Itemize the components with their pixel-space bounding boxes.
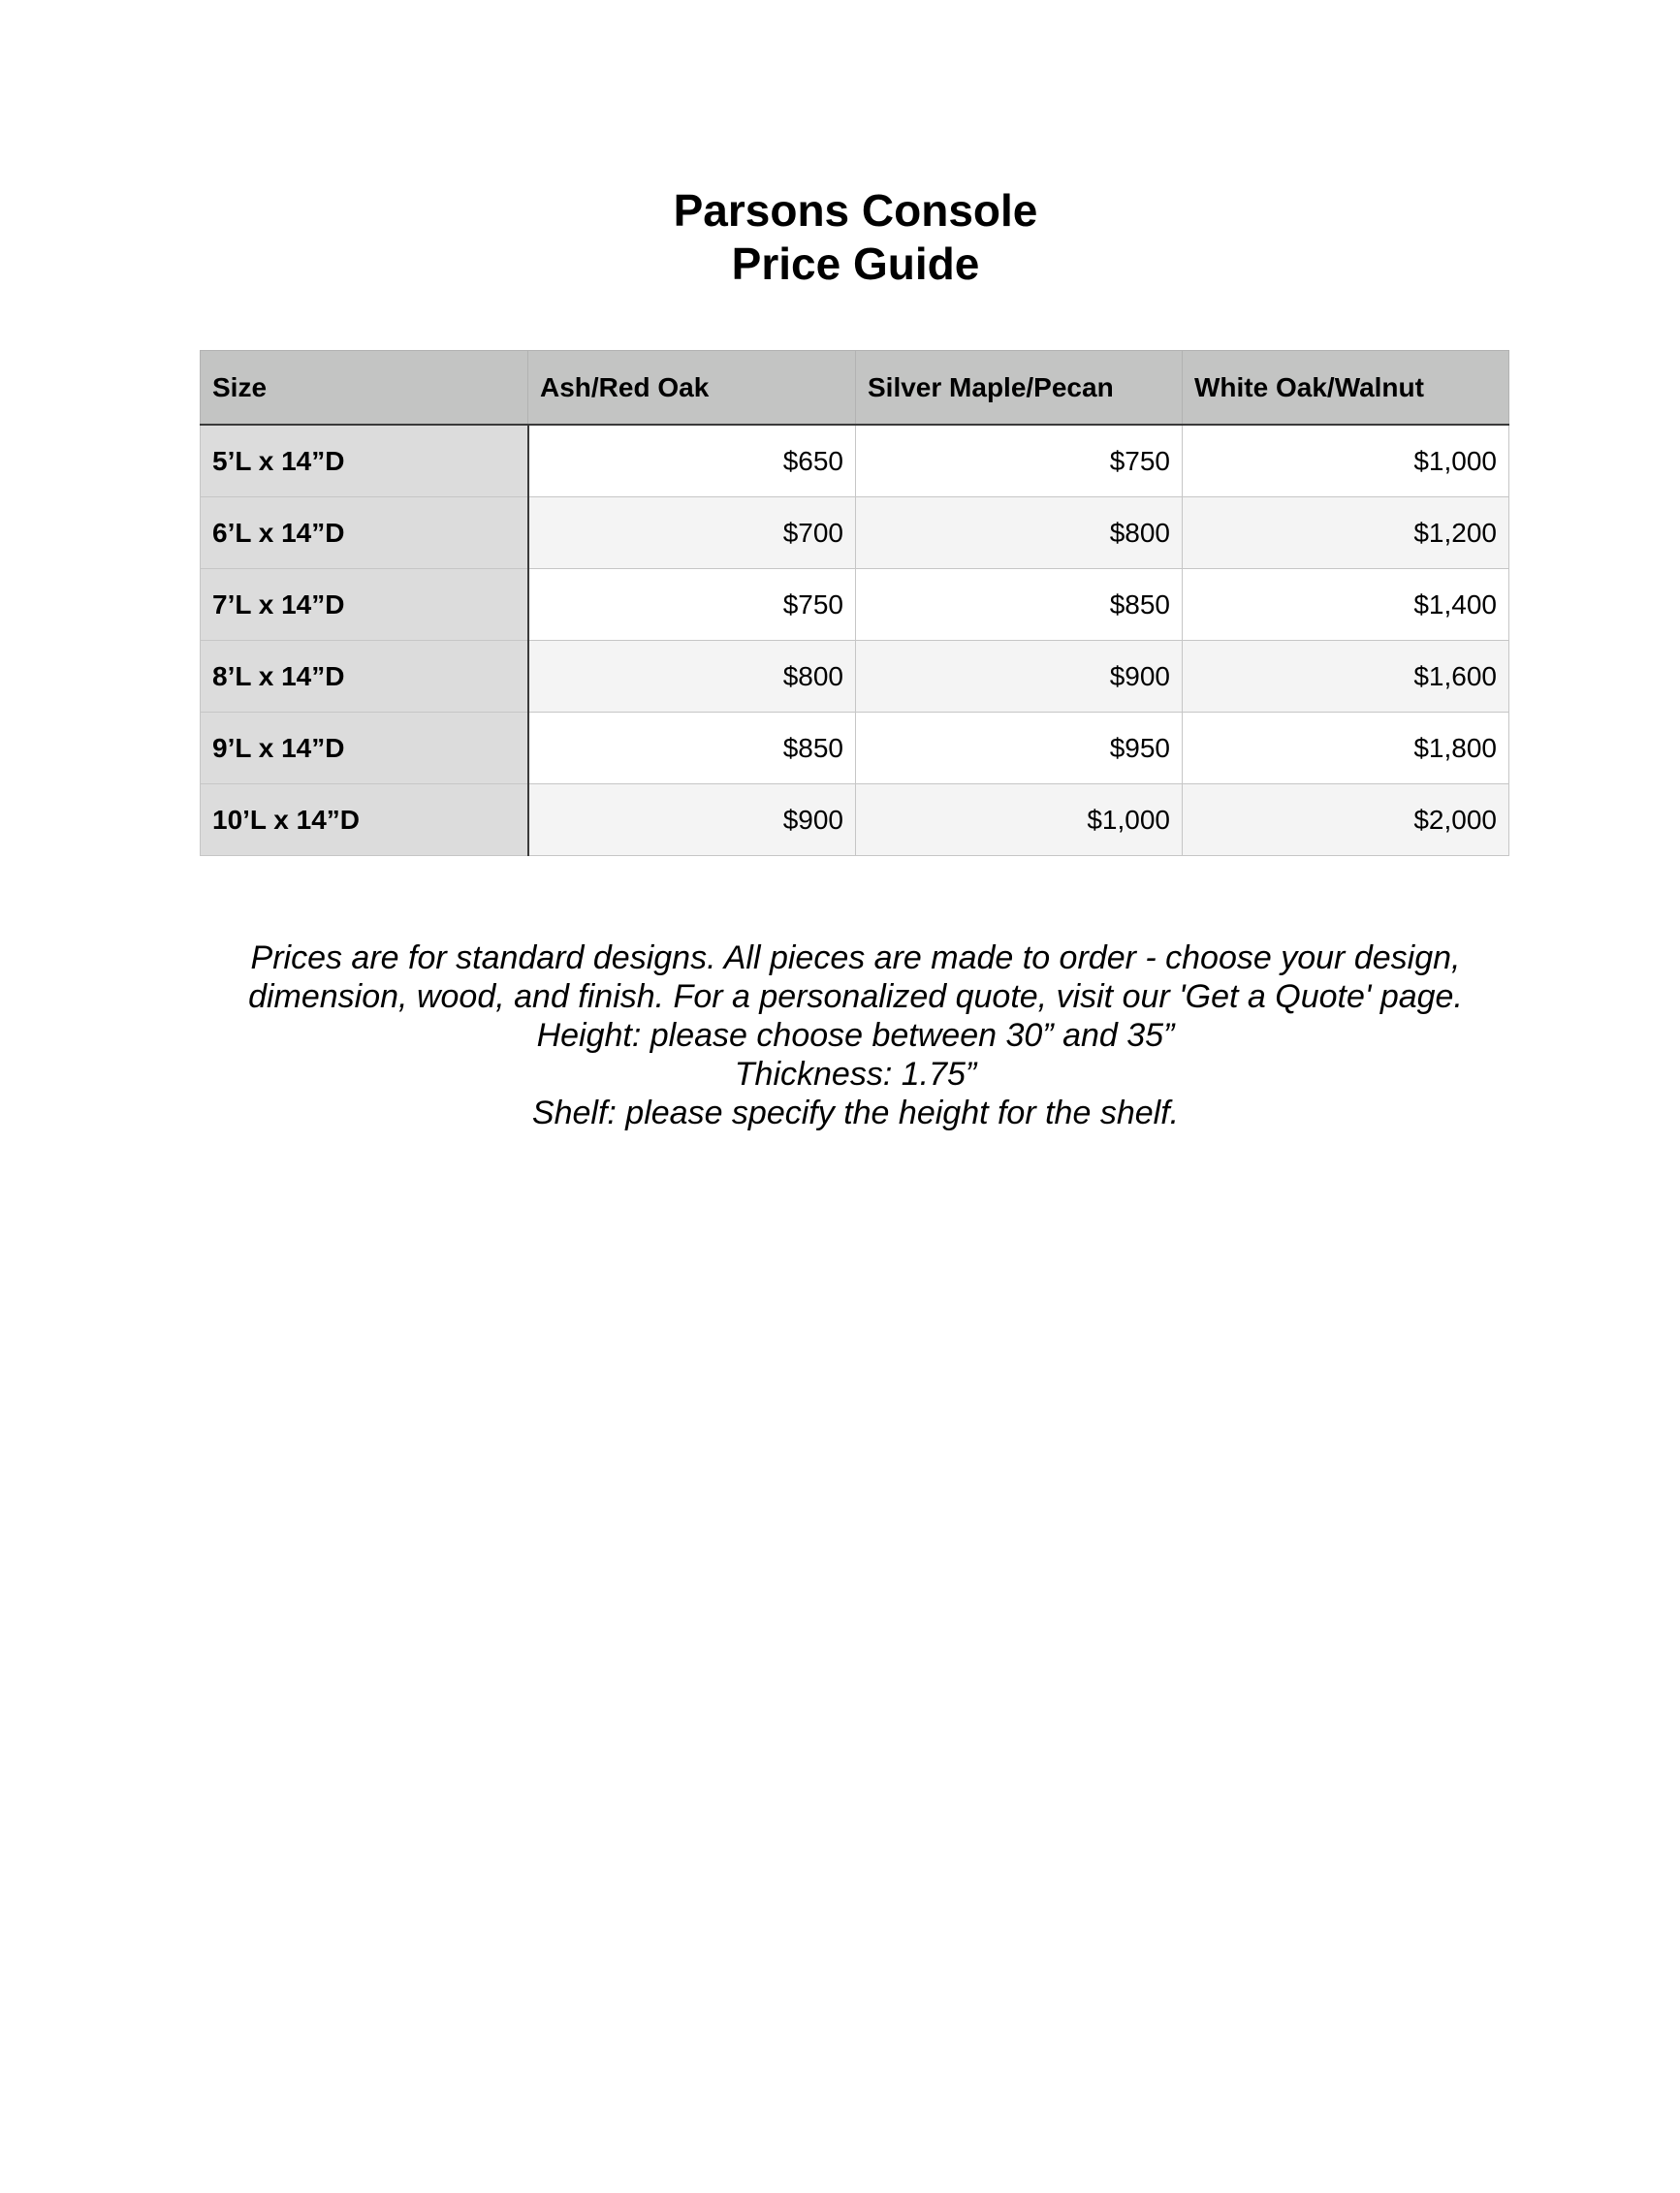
price-cell: $900 xyxy=(528,784,856,856)
price-cell: $650 xyxy=(528,425,856,497)
price-cell: $800 xyxy=(856,497,1183,569)
price-cell: $1,000 xyxy=(1183,425,1509,497)
size-cell: 7’L x 14”D xyxy=(201,569,528,641)
table-row xyxy=(201,641,1509,713)
table-row xyxy=(201,425,1509,497)
note-thickness: Thickness: 1.75” xyxy=(734,1056,977,1093)
size-cell: 5’L x 14”D xyxy=(201,425,528,497)
table-header-row xyxy=(201,351,1509,426)
column-header-white-oak-walnut: White Oak/Walnut xyxy=(1183,351,1509,426)
size-cell: 8’L x 14”D xyxy=(201,641,528,713)
note-height: Height: please choose between 30” and 35” xyxy=(536,1017,1175,1054)
note-standard-designs: Prices are for standard designs. All pieces are made to order - choose your design, xyxy=(250,939,1461,976)
price-cell: $700 xyxy=(528,497,856,569)
table-row xyxy=(201,713,1509,784)
pricing-notes xyxy=(0,938,1680,1132)
price-cell: $800 xyxy=(528,641,856,713)
page-title xyxy=(0,184,1680,291)
column-header-size: Size xyxy=(201,351,528,426)
size-cell: 10’L x 14”D xyxy=(201,784,528,856)
table-row xyxy=(201,784,1509,856)
price-cell: $750 xyxy=(856,425,1183,497)
size-cell: 6’L x 14”D xyxy=(201,497,528,569)
table-row xyxy=(201,497,1509,569)
size-cell: 9’L x 14”D xyxy=(201,713,528,784)
column-header-ash-red-oak: Ash/Red Oak xyxy=(528,351,856,426)
title-line-product: Parsons Console xyxy=(673,185,1038,236)
price-cell: $950 xyxy=(856,713,1183,784)
table-row xyxy=(201,569,1509,641)
note-shelf: Shelf: please specify the height for the shelf. xyxy=(531,1095,1180,1131)
price-cell: $850 xyxy=(528,713,856,784)
price-cell: $2,000 xyxy=(1183,784,1509,856)
price-cell: $1,600 xyxy=(1183,641,1509,713)
column-header-silver-maple-pecan: Silver Maple/Pecan xyxy=(856,351,1183,426)
note-personalized-quote: dimension, wood, and finish. For a personalized quote, visit our 'Get a Quote' page. xyxy=(248,978,1463,1015)
price-cell: $900 xyxy=(856,641,1183,713)
price-cell: $1,200 xyxy=(1183,497,1509,569)
price-cell: $850 xyxy=(856,569,1183,641)
price-cell: $1,400 xyxy=(1183,569,1509,641)
price-cell: $1,800 xyxy=(1183,713,1509,784)
title-line-subtitle: Price Guide xyxy=(731,238,980,289)
price-table xyxy=(200,350,1509,856)
price-cell: $1,000 xyxy=(856,784,1183,856)
price-cell: $750 xyxy=(528,569,856,641)
